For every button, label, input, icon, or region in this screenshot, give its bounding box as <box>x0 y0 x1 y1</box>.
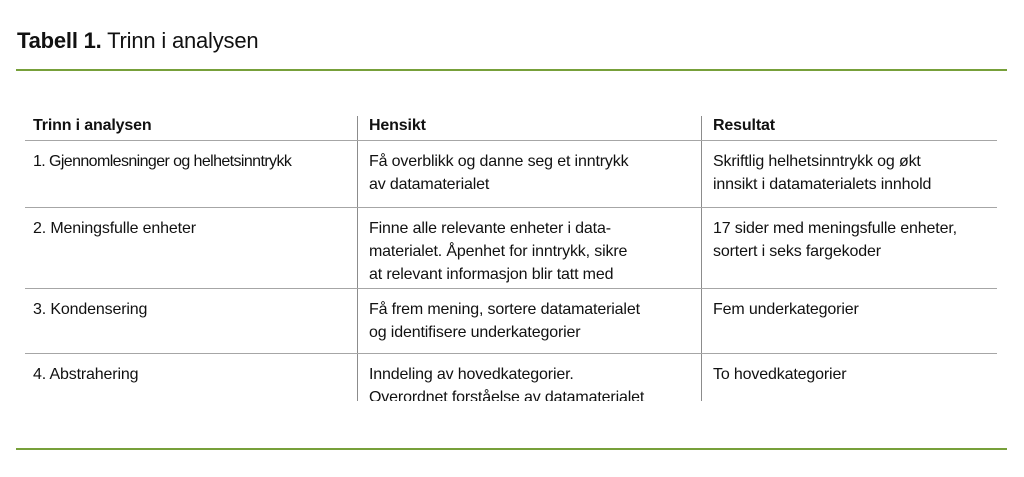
bottom-divider <box>16 448 1007 450</box>
header-purpose: Hensikt <box>369 117 426 134</box>
purpose-cell <box>369 363 644 401</box>
purpose-cell <box>369 150 628 196</box>
table-title: Trinn i analysen <box>107 28 259 53</box>
result-line: To hovedkategorier <box>713 366 847 383</box>
result-cell <box>713 363 846 386</box>
step-cell: 2. Meningsfulle enheter <box>33 220 196 237</box>
table-row <box>25 208 997 289</box>
result-line: 17 sider med meningsfulle enheter, <box>713 220 957 237</box>
table-header-row <box>25 110 997 141</box>
purpose-line: Inndeling av hovedkategorier. <box>369 366 574 383</box>
purpose-line: Få overblikk og danne seg et inntrykk <box>369 153 629 170</box>
result-line: sortert i seks fargekoder <box>713 243 881 260</box>
purpose-line: materialet. Åpenhet for inntrykk, sikre <box>369 243 628 260</box>
purpose-cell <box>369 217 627 286</box>
result-cell <box>713 150 931 196</box>
header-step: Trinn i analysen <box>33 117 152 134</box>
result-cell <box>713 217 957 263</box>
result-line: Skriftlig helhetsinntrykk og økt <box>713 153 921 170</box>
result-line: Fem underkategorier <box>713 301 859 318</box>
table-row <box>25 141 997 208</box>
step-cell: 1. Gjennomlesninger og helhetsinntrykk <box>33 153 292 170</box>
table-caption <box>17 27 258 55</box>
result-line: innsikt i datamaterialets innhold <box>713 176 932 193</box>
purpose-line: at relevant informasjon blir tatt med <box>369 266 614 283</box>
purpose-line: og identifisere underkategorier <box>369 324 581 341</box>
step-cell: 4. Abstrahering <box>33 366 139 383</box>
purpose-line: Finne alle relevante enheter i data- <box>369 220 611 237</box>
purpose-line: av datamaterialet <box>369 176 490 193</box>
table-row <box>25 289 997 354</box>
top-divider <box>16 69 1007 71</box>
table-number: Tabell 1. <box>17 28 102 53</box>
purpose-line: Overordnet forståelse av datamaterialet <box>369 389 645 401</box>
analysis-steps-table <box>25 110 997 401</box>
step-cell: 3. Kondensering <box>33 301 148 318</box>
header-result: Resultat <box>713 117 775 134</box>
result-cell <box>713 298 859 321</box>
purpose-line: Få frem mening, sortere datamaterialet <box>369 301 640 318</box>
table-row <box>25 354 997 401</box>
purpose-cell <box>369 298 640 344</box>
